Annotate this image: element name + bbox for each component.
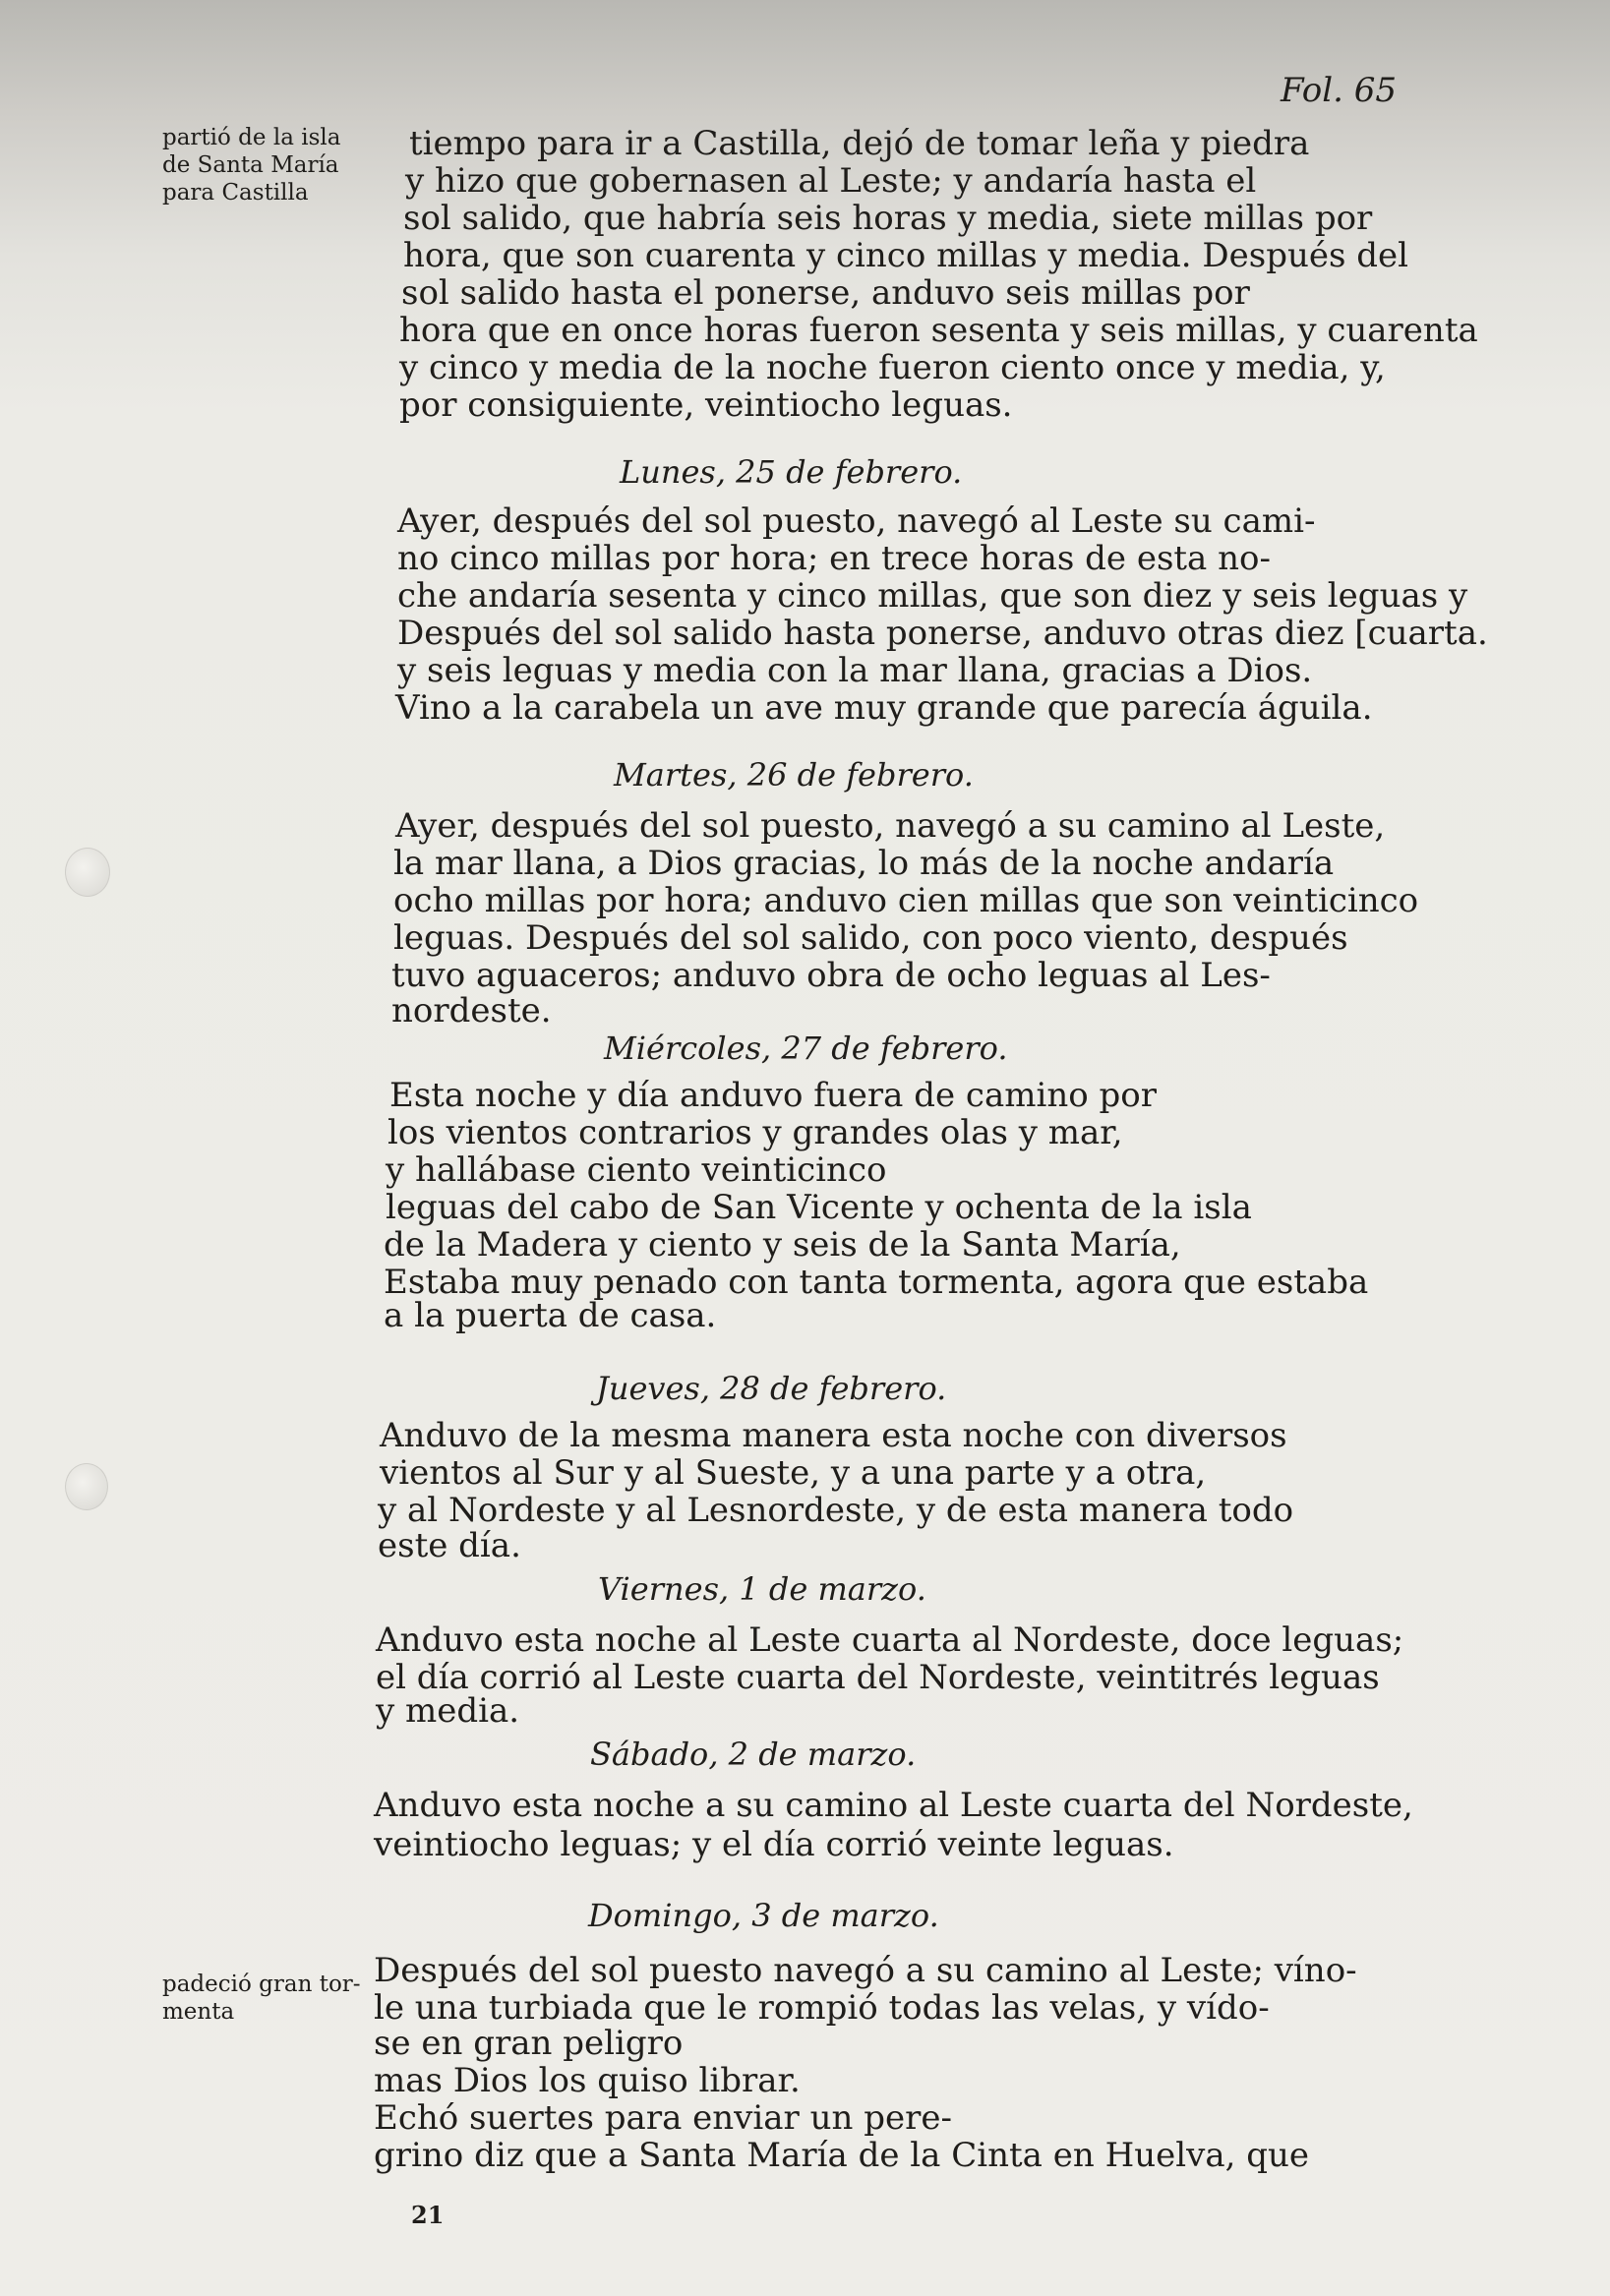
text-line: Anduvo de la mesma manera esta noche con diversos [380, 1416, 1287, 1455]
margin-note-line: partió de la isla [162, 125, 341, 150]
margin-note-storm [162, 1971, 359, 2026]
text-line: se en gran peligro [374, 2024, 684, 2063]
text-line: Anduvo esta noche a su camino al Leste cuarta del Nordeste, [374, 1786, 1413, 1825]
text-line: a la puerta de casa. [384, 1296, 717, 1335]
text-line: nordeste. [391, 991, 552, 1030]
text-line: tiempo para ir a Castilla, dejó de tomar leña y piedra [409, 124, 1310, 163]
entry-heading: Lunes, 25 de febrero. [620, 453, 963, 491]
text-line: Vino a la carabela un ave muy grande que parecía águila. [395, 688, 1373, 728]
text-line: los vientos contrarios y grandes olas y mar, [388, 1113, 1123, 1152]
text-line: hora que en once horas fueron sesenta y seis millas, y cuarenta [399, 311, 1478, 350]
entry-heading: Sábado, 2 de marzo. [590, 1736, 917, 1773]
text-line: hora, que son cuarenta y cinco millas y media. Después del [403, 236, 1409, 275]
text-line: Anduvo esta noche al Leste cuarta al Nordeste, doce leguas; [376, 1620, 1404, 1660]
text-line: sol salido, que habría seis horas y media, siete millas por [403, 199, 1373, 238]
text-line: de la Madera y ciento y seis de la Santa María, [384, 1225, 1181, 1265]
text-line: leguas del cabo de San Vicente y ochenta de la isla [386, 1188, 1252, 1227]
text-line: el día corrió al Leste cuarta del Nordeste, veintitrés leguas [376, 1658, 1380, 1697]
text-line: le una turbiada que le rompió todas las velas, y vído- [374, 1988, 1270, 2028]
margin-note-line: menta [162, 1999, 235, 2025]
entry-heading: Jueves, 28 de febrero. [596, 1370, 947, 1407]
text-line: este día. [378, 1526, 521, 1565]
margin-note-line: para Castilla [162, 180, 309, 206]
entry-heading: Viernes, 1 de marzo. [598, 1570, 926, 1608]
text-line: y al Nordeste y al Lesnordeste, y de esta manera todo [378, 1491, 1294, 1530]
folio-number: Fol. 65 [1281, 71, 1397, 110]
text-line: veintiocho leguas; y el día corrió veinte leguas. [374, 1825, 1174, 1864]
page-number: 21 [411, 2201, 445, 2229]
text-line: Estaba muy penado con tanta tormenta, agora que estaba [384, 1263, 1369, 1302]
text-line: mas Dios los quiso librar. [374, 2061, 801, 2100]
entry-heading: Miércoles, 27 de febrero. [604, 1030, 1008, 1067]
text-line: por consiguiente, veintiocho leguas. [399, 385, 1013, 425]
text-line: vientos al Sur y al Sueste, y a una parte y a otra, [380, 1453, 1207, 1493]
text-line: y cinco y media de la noche fueron ciento once y media, y, [399, 348, 1386, 387]
text-line: leguas. Después del sol salido, con poco viento, después [393, 918, 1348, 958]
text-line: Ayer, después del sol puesto, navegó al Leste su cami- [397, 501, 1316, 541]
text-line: Ayer, después del sol puesto, navegó a su camino al Leste, [395, 806, 1386, 846]
text-line: grino diz que a Santa María de la Cinta en Huelva, que [374, 2136, 1310, 2175]
text-line: tuvo aguaceros; anduvo obra de ocho leguas al Les- [391, 956, 1271, 995]
text-line: ocho millas por hora; anduvo cien millas que son veinticinco [393, 881, 1419, 920]
text-line: y hallábase ciento veinticinco [386, 1150, 887, 1190]
margin-note-departure [162, 124, 359, 206]
text-line: y hizo que gobernasen al Leste; y andaría hasta el [405, 161, 1257, 201]
binding-hole-bottom [65, 1463, 108, 1510]
entry-heading: Domingo, 3 de marzo. [588, 1897, 939, 1934]
text-line: Esta noche y día anduvo fuera de camino por [389, 1076, 1158, 1115]
text-line: che andaría sesenta y cinco millas, que son diez y seis leguas y [397, 576, 1468, 616]
text-line: Echó suertes para enviar un pere- [374, 2098, 952, 2138]
margin-note-line: padeció gran tor- [162, 1972, 361, 1997]
margin-note-line: de Santa María [162, 152, 339, 178]
text-line: Después del sol puesto navegó a su camino al Leste; víno- [374, 1951, 1357, 1990]
text-line: Después del sol salido hasta ponerse, anduvo otras diez [cuarta. [397, 614, 1488, 653]
text-line: no cinco millas por hora; en trece horas de esta no- [397, 539, 1271, 578]
text-line: la mar llana, a Dios gracias, lo más de la noche andaría [393, 844, 1335, 883]
binding-hole-top [65, 848, 110, 897]
text-line: y media. [376, 1691, 520, 1731]
entry-heading: Martes, 26 de febrero. [614, 756, 974, 794]
text-line: sol salido hasta el ponerse, anduvo seis millas por [401, 273, 1250, 313]
text-line: y seis leguas y media con la mar llana, gracias a Dios. [397, 651, 1313, 690]
